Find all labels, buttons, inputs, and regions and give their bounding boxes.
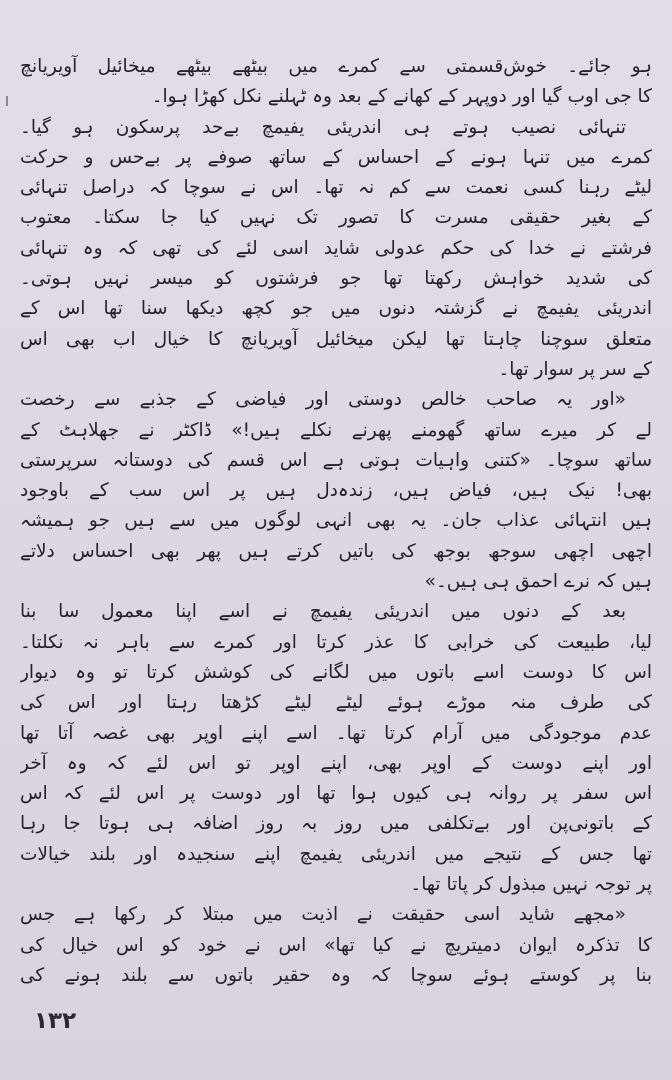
text-line: فرشتے نے خدا کی حکم عدولی شاید اسی لئے کی تھی کہ وہ تنہائی [20, 237, 652, 259]
page-edge-mark [6, 96, 8, 106]
text-line: عدم موجودگی میں آرام کرتا تھا۔ اسے اپنے اوپر بھی غصہ آتا تھا [20, 722, 652, 744]
text-line: اور اپنے دوست کے اوپر بھی، اپنے اوپر تو اس لئے کہ وہ آخر [20, 752, 652, 774]
text-line: کے باتونی‌پن اور بےتکلفی میں روز بہ روز اضافہ ہی ہوتا جا رہا [20, 813, 652, 835]
text-line: ہو جائے۔ خوش‌قسمتی سے کمرے میں بیٹھے بیٹھے میخائیل آویریانچ [20, 56, 652, 77]
text-line: بنا پر کوستے ہوئے سوچا کہ وہ حقیر باتوں سے بلند ہونے کی [20, 964, 652, 986]
text-line: کا تذکرہ ایوان دمیتریچ نے کیا تھا» اس نے خود کو اس خیال کی [20, 934, 652, 956]
text-line: کمرے میں تنہا ہونے کے احساس کے ساتھ صوفے پر بےحس و حرکت [20, 146, 652, 168]
text-line: تھا جس کے نتیجے میں اندریئی یفیمچ اپنے سنجیدہ اور بلند خیالات [20, 843, 652, 865]
text-line: «اور یہ صاحب خالص دوستی اور فیاضی کے جذبے سے رخصت [20, 389, 626, 411]
text-line: ساتھ سوچا۔ «کتنی واہیات ہوتی ہے اس قسم کی دوستانہ سرپرستی [20, 449, 652, 471]
text-line: تنہائی نصیب ہوتے ہی اندریئی یفیمچ بےحد پرسکون ہو گیا۔ [20, 116, 626, 138]
text-line: ہیں کہ نرے احمق ہی ہیں۔» [424, 571, 652, 593]
text-line: اس کا دوست اسے باتوں میں لگانے کی کوشش کرتا تو وہ دیوار [20, 661, 652, 683]
page-number: ۱۳۲ [34, 1008, 77, 1034]
text-line: کے سر پر سوار تھا۔ [498, 358, 652, 380]
text-line: لے کر میرے ساتھ گھومنے پھرنے نکلے ہیں!» ڈاکٹر نے جھلاہٹ کے [20, 419, 652, 441]
text-line: متعلق سوچنا چاہتا تھا لیکن میخائیل آویریانچ کا خیال اب بھی اس [20, 328, 652, 350]
text-line: کی شدید خواہش رکھتا تھا جو فرشتوں کو میسر نہیں ہوتی۔ [20, 268, 652, 290]
text-line: اس سفر پر روانہ ہی کیوں ہوا تھا اور دوست پر اس لئے کہ اس [20, 783, 652, 805]
text-line: بعد کے دنوں میں اندریئی یفیمچ نے اسے اپنا معمول سا بنا [20, 601, 626, 623]
text-line: لیٹے رہنا کسی نعمت سے کم نہ تھا۔ اس نے سوچا کہ دراصل تنہائی [20, 177, 652, 199]
text-line: ہیں انتہائی عذاب جان۔ یہ بھی انہی لوگوں میں سے ہیں جو ہمیشہ [20, 510, 652, 532]
text-line: اچھی اچھی سوجھ بوجھ کی باتیں کرتے ہیں پھر بھی احساس دلاتے [20, 540, 652, 562]
text-line: پر توجہ نہیں مبذول کر پاتا تھا۔ [410, 874, 652, 896]
text-line: لیا، طبیعت کی خرابی کا عذر کرتا اور کمرے سے باہر نہ نکلتا۔ [20, 631, 652, 653]
text-line: «مجھے شاید اسی حقیقت نے اذیت میں مبتلا کر رکھا ہے جس [20, 904, 626, 926]
text-line: کے بغیر حقیقی مسرت کا تصور تک نہیں کیا جا سکتا۔ معتوب [20, 207, 652, 229]
text-line: بھی! نیک ہیں، فیاض ہیں، زندہ‌دل ہیں پر اس سب کے باوجود [20, 480, 652, 502]
text-line: کا جی اوب گیا اور دوپہر کے کھانے کے بعد وہ ٹہلنے نکل کھڑا ہوا۔ [151, 86, 652, 108]
text-line: اندریئی یفیمچ نے گزشتہ دنوں میں جو کچھ دیکھا سنا تھا اس کے [20, 298, 652, 320]
text-line: کی طرف منہ موڑے ہوئے لیٹے لیٹے کڑھتا رہتا اور اس کی [20, 692, 652, 714]
page-text [20, 52, 652, 991]
